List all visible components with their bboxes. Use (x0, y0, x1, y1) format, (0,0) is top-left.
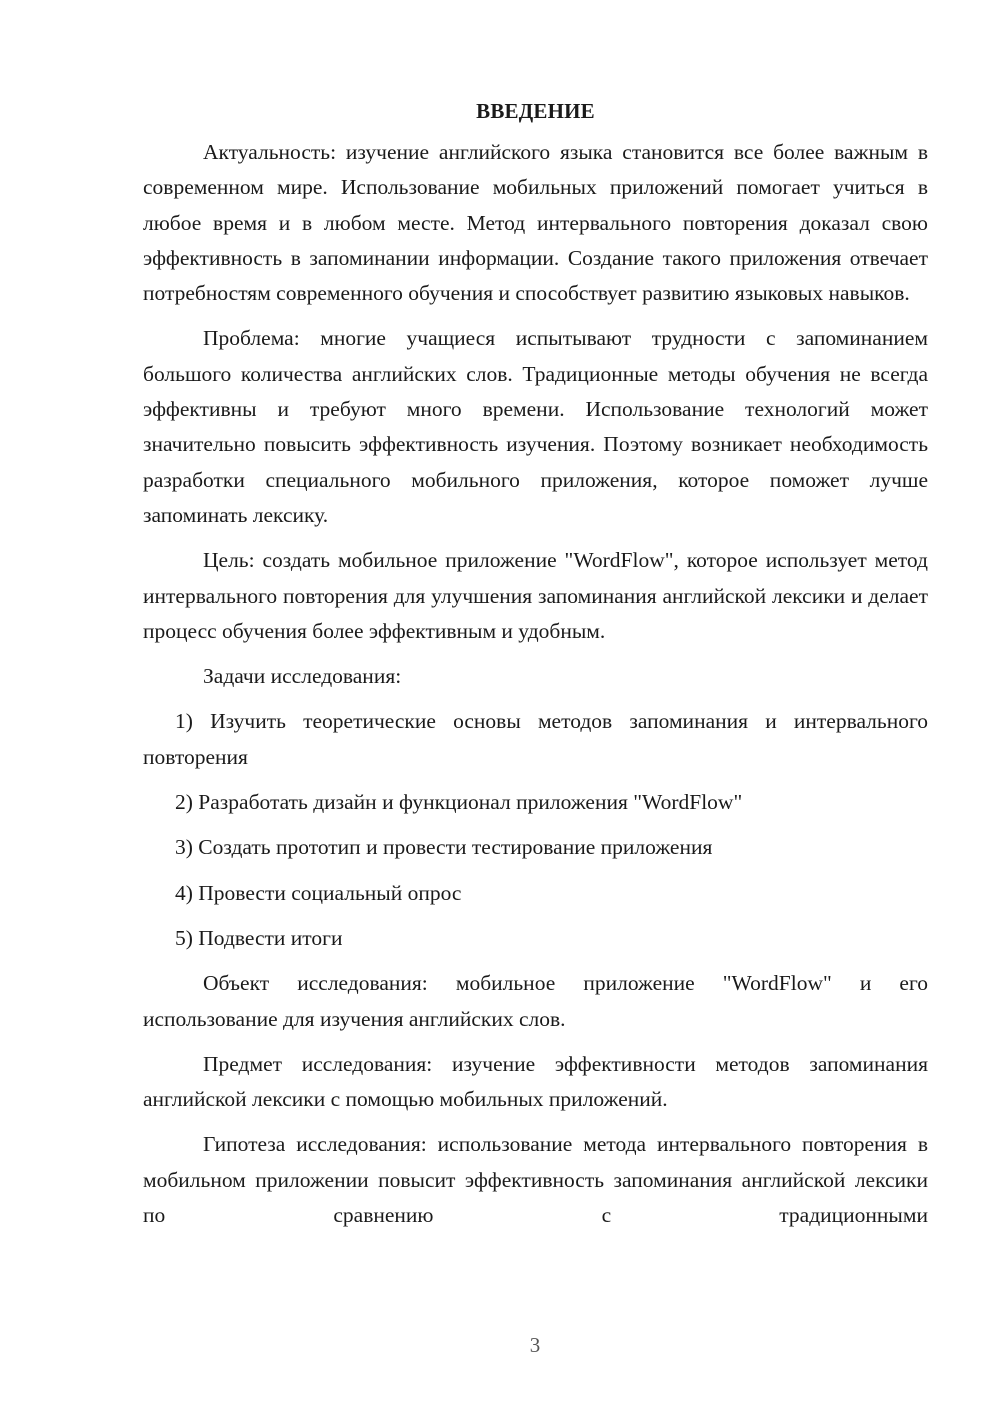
task-item-4: 4) Провести социальный опрос (175, 880, 462, 905)
task-item-3: 3) Создать прототип и провести тестирование приложения (175, 835, 713, 860)
subject-paragraph: Предмет исследования: изучение эффективности методов запоминания английской лексики с помощью мобильных приложений. (143, 1051, 928, 1112)
page-number: 3 (529, 1333, 541, 1357)
task-item-2: 2) Разработать дизайн и функционал приложения "WordFlow" (175, 790, 743, 815)
relevance-paragraph: Актуальность: изучение английского языка становится все более важным в современном мире. Использование мобильных приложений помогает учиться в любое время и в любом месте. Метод интервального повторения доказал свою эффективность в запоминании информации. Создание такого приложения отвечает потребностям современного обучения и способствует развитию языковых навыков. (143, 140, 928, 306)
hypothesis-paragraph: Гипотеза исследования: использование метода интервального повторения в мобильном приложении повысит эффективность запоминания английской лексики по сравнению с традиционными (143, 1132, 928, 1228)
task-item-5: 5) Подвести итоги (175, 925, 343, 950)
goal-paragraph: Цель: создать мобильное приложение "WordFlow", которое использует метод интервального повторения для улучшения запоминания английской лексики и делает процесс обучения более эффективным и удобным. (143, 548, 928, 643)
page-content (143, 94, 928, 1243)
tasks-title: Задачи исследования: (203, 664, 402, 689)
section-heading: ВВЕДЕНИЕ (476, 99, 595, 123)
object-paragraph: Объект исследования: мобильное приложение "WordFlow" и его использование для изучения английских слов. (143, 971, 928, 1031)
task-item-1: 1) Изучить теоретические основы методов запоминания и интервального повторения (143, 709, 928, 769)
problem-paragraph: Проблема: многие учащиеся испытывают трудности с запоминанием большого количества английских слов. Традиционные методы обучения не всегда эффективны и требуют много времени. Использование технологий может значительно повысить эффективность изучения. Поэтому возникает необходимость разработки специального мобильного приложения, которое поможет лучше запоминать лексику. (143, 326, 928, 527)
